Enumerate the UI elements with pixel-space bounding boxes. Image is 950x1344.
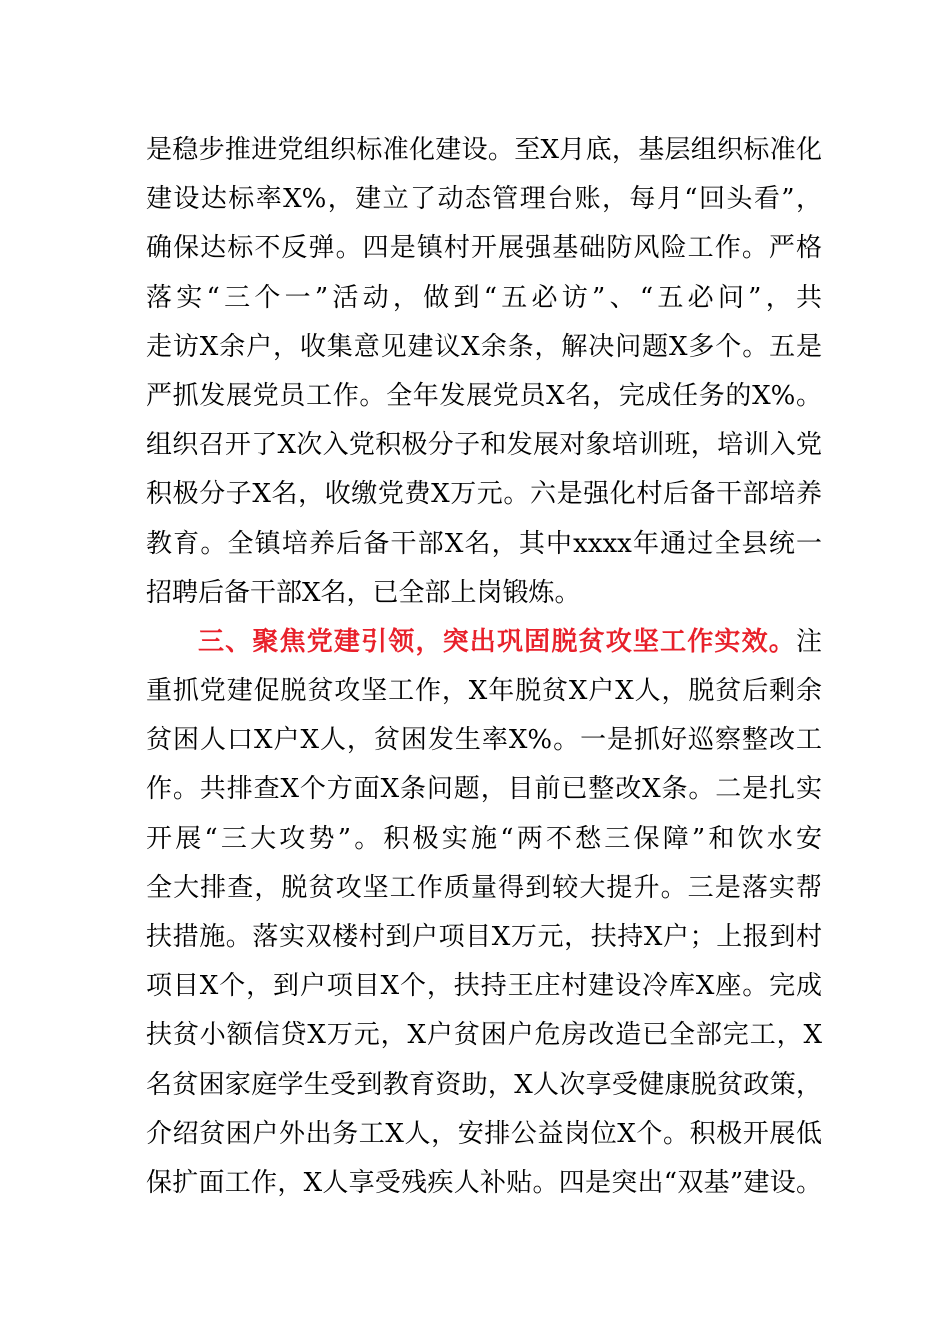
- text-line: 全大排查，脱贫攻坚工作质量得到较大提升。三是落实帮: [146, 872, 822, 903]
- text-line: 严抓发展党员工作。全年发展党员X名，完成任务的X%。: [146, 380, 822, 411]
- section-heading: 三、聚焦党建引领，突出巩固脱贫攻坚工作实效。: [198, 626, 796, 657]
- text-line: 介绍贫困户外出务工X人，安排公益岗位X个。积极开展低: [146, 1118, 822, 1149]
- paragraph-poverty-alleviation: [146, 618, 822, 1208]
- text-line: 确保达标不反弹。四是镇村开展强基础防风险工作。严格: [146, 233, 822, 264]
- text-line: 贫困人口X户X人，贫困发生率X%。一是抓好巡察整改工: [146, 725, 822, 756]
- text-line: 是稳步推进党组织标准化建设。至X月底，基层组织标准化: [146, 135, 822, 165]
- text-line: 建设达标率X%，建立了动态管理台账，每月“回头看”，: [146, 184, 822, 215]
- heading-line: [146, 618, 822, 667]
- text-line: 招聘后备干部X名，已全部上岗锻炼。: [146, 577, 581, 608]
- text-line: 扶措施。落实双楼村到户项目X万元，扶持X户；上报到村: [146, 922, 822, 952]
- text-line: 落实“三个一”活动，做到“五必访”、“五必问”，共: [146, 282, 822, 313]
- text-line: 作。共排查X个方面X条问题，目前已整改X条。二是扎实: [146, 774, 822, 805]
- text-line: 教育。全镇培养后备干部X名，其中xxxx年通过全县统一: [146, 528, 822, 559]
- document-page: [146, 126, 822, 1208]
- text-line: 积极分子X名，收缴党费X万元。六是强化村后备干部培养: [146, 479, 822, 510]
- text-line: 保扩面工作，X人享受残疾人补贴。四是突出“双基”建设。: [146, 1167, 822, 1198]
- text-line: 名贫困家庭学生受到教育资助，X人次享受健康脱贫政策，: [146, 1069, 822, 1100]
- text-line: 扶贫小额信贷X万元，X户贫困户危房改造已全部完工，X: [146, 1020, 822, 1051]
- paragraph-standardization: [146, 126, 822, 618]
- text-line: 组织召开了X次入党积极分子和发展对象培训班，培训入党: [146, 430, 822, 461]
- text-line: 走访X余户，收集意见建议X余条，解决问题X多个。五是: [146, 331, 822, 362]
- text-run: 注: [795, 626, 822, 657]
- text-line: 项目X个，到户项目X个，扶持王庄村建设冷库X座。完成: [146, 971, 822, 1002]
- text-line: 开展“三大攻势”。积极实施“两不愁三保障”和饮水安: [146, 823, 822, 854]
- text-line: 重抓党建促脱贫攻坚工作，X年脱贫X户X人，脱贫后剩余: [146, 676, 822, 707]
